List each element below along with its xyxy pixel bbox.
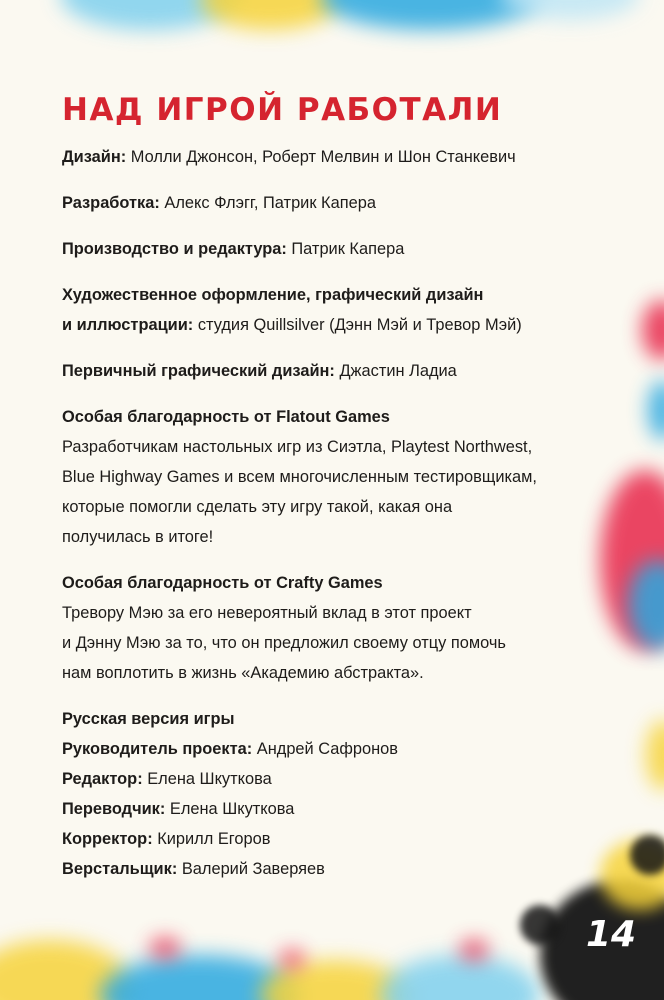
- thanks-line: нам воплотить в жизнь «Академию абстракта».: [62, 664, 424, 682]
- credit-label: Переводчик:: [62, 800, 166, 818]
- credit-label: Художественное оформление, графический дизайн: [62, 286, 484, 304]
- credit-value: студия Quillsilver (Дэнн Мэй и Тревор Мэй): [193, 316, 522, 334]
- russian-heading: Русская версия игры: [62, 710, 235, 728]
- credits-content: [62, 92, 632, 884]
- credit-label: Руководитель проекта:: [62, 740, 253, 758]
- credit-label: Первичный графический дизайн:: [62, 362, 335, 380]
- thanks-heading: Особая благодарность от Crafty Games: [62, 574, 383, 592]
- thanks-line: Blue Highway Games и всем многочисленным тестировщикам,: [62, 468, 537, 486]
- credit-development: [62, 188, 632, 218]
- thanks-flatout: [62, 402, 632, 552]
- credit-art: [62, 280, 632, 340]
- credit-label: Разработка:: [62, 194, 160, 212]
- page-number: 14: [586, 914, 637, 955]
- credit-production: [62, 234, 632, 264]
- credit-translator: [62, 794, 632, 824]
- thanks-line: которые помогли сделать эту игру такой, какая она: [62, 498, 453, 516]
- credit-label: Производство и редактура:: [62, 240, 287, 258]
- page-title: НАД ИГРОЙ РАБОТАЛИ: [62, 92, 503, 128]
- credit-label: и иллюстрации:: [62, 316, 194, 334]
- credit-value: Алекс Флэгг, Патрик Капера: [159, 194, 376, 212]
- credit-initial-design: [62, 356, 632, 386]
- credit-label: Верстальщик:: [62, 860, 178, 878]
- credit-label: Корректор:: [62, 830, 153, 848]
- thanks-line: получилась в итоге!: [62, 528, 214, 546]
- credit-label: Дизайн:: [62, 148, 127, 166]
- credit-value: Елена Шкуткова: [165, 800, 295, 818]
- credit-value: Молли Джонсон, Роберт Мелвин и Шон Станкевич: [126, 148, 516, 166]
- credit-editor: [62, 764, 632, 794]
- credit-value: Андрей Сафронов: [252, 740, 398, 758]
- credit-value: Валерий Заверяев: [177, 860, 325, 878]
- credit-design: [62, 142, 632, 172]
- thanks-heading: Особая благодарность от Flatout Games: [62, 408, 390, 426]
- credit-value: Елена Шкуткова: [142, 770, 272, 788]
- credit-value: Кирилл Егоров: [152, 830, 271, 848]
- credit-lead: [62, 734, 632, 764]
- thanks-line: Разработчикам настольных игр из Сиэтла, Playtest Northwest,: [62, 438, 533, 456]
- credit-value: Джастин Ладиа: [334, 362, 457, 380]
- thanks-crafty: [62, 568, 632, 688]
- credit-label: Редактор:: [62, 770, 143, 788]
- russian-version: [62, 704, 632, 884]
- credit-value: Патрик Капера: [286, 240, 405, 258]
- thanks-line: Тревору Мэю за его невероятный вклад в этот проект: [62, 604, 472, 622]
- credit-layout: [62, 854, 632, 884]
- thanks-line: и Дэнну Мэю за то, что он предложил своему отцу помочь: [62, 634, 506, 652]
- credit-proofreader: [62, 824, 632, 854]
